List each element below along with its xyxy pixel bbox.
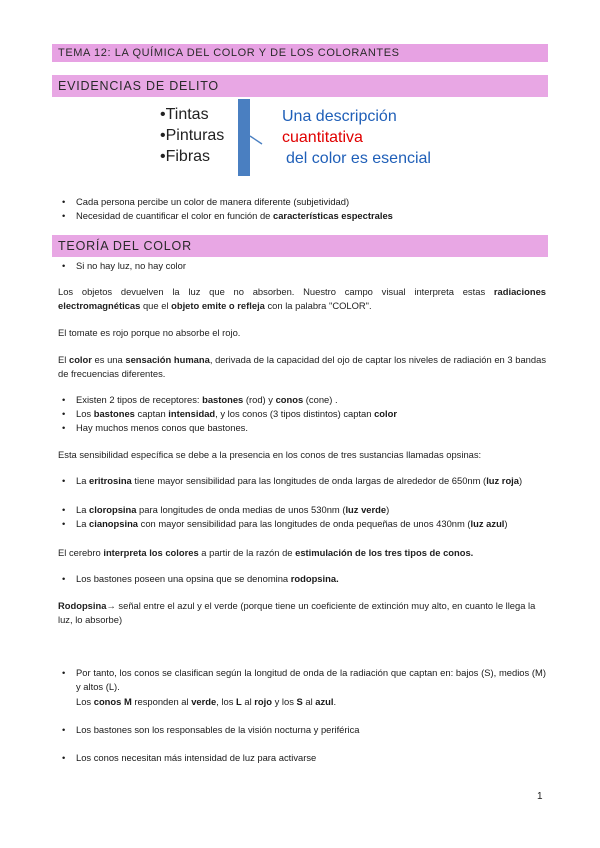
text-bold: rojo	[254, 695, 272, 707]
paragraph	[58, 353, 546, 382]
list-item: •Pinturas	[160, 127, 225, 144]
text-run: La	[76, 518, 90, 529]
description-line: del color es esencial	[286, 150, 431, 167]
text-run: Los	[76, 408, 94, 419]
evidence-type-list	[160, 104, 224, 167]
text-run: La	[76, 504, 90, 515]
graphic-description	[282, 106, 431, 169]
list-item: •Tintas	[160, 106, 209, 123]
text-bold: interpreta los colores	[103, 547, 199, 558]
paragraph	[58, 599, 546, 628]
text-run: responden al	[131, 695, 192, 707]
paragraph: El tomate es rojo porque no absorbe el rojo.	[58, 327, 241, 338]
paragraph: Esta sensibilidad específica se debe a la presencia en los conos de tres sustancias llamadas opsinas:	[58, 449, 482, 460]
text-run: El cerebro	[58, 547, 104, 558]
text-run: es una	[91, 354, 126, 365]
paragraph	[58, 546, 546, 560]
description-line: cuantitativa	[282, 129, 363, 146]
text-run: que el	[140, 300, 172, 312]
text-bold: azul	[315, 695, 334, 707]
text-run: , los	[216, 695, 237, 707]
text-run: con mayor sensibilidad para las longitudes de onda pequeñas de unos 430nm (	[138, 518, 471, 529]
text-bold: conos	[275, 394, 304, 405]
list-item-text: Si no hay luz, no hay color	[76, 260, 186, 271]
text-run: para longitudes de onda medias de unos 530nm (	[136, 504, 346, 515]
text-bold: bastones	[202, 394, 244, 405]
list-item-text: Los conos necesitan más intensidad de luz para activarse	[76, 752, 317, 763]
list-item-text: Necesidad de cuantificar el color en función de	[76, 210, 271, 221]
text-bold: Rodopsina	[58, 600, 107, 611]
section-heading-evidencias	[52, 75, 548, 97]
text-bold: intensidad	[168, 408, 216, 419]
text-run: con la palabra "COLOR".	[264, 300, 372, 312]
text-run: )	[386, 504, 390, 515]
document-title-bar	[52, 44, 548, 62]
text-bold: eritrosina	[89, 475, 132, 486]
text-bold: sensación humana	[125, 354, 210, 365]
list-item-bold: características espectrales	[273, 210, 393, 221]
list-item-text: Cada persona percibe un color de manera diferente (subjetividad)	[76, 196, 350, 207]
text-bold: luz azul	[470, 518, 505, 529]
text-run: Existen 2 tipos de receptores:	[76, 394, 203, 405]
text-bold: luz roja	[486, 475, 520, 486]
text-run: )	[504, 518, 508, 529]
text-run: La	[76, 475, 90, 486]
text-run: Por tanto, los conos se clasifican según la longitud de onda de la radiación que captan en: bajos (S), medios (M) y altos (L).	[76, 667, 546, 693]
section-heading-label: EVIDENCIAS DE DELITO	[58, 79, 219, 93]
text-run: Los bastones poseen una opsina que se denomina	[76, 573, 291, 584]
text-run: → señal entre el azul y el verde (porque tiene un coeficiente de extinción muy alto, en cuanto le llega la luz, lo absorbe)	[58, 600, 536, 626]
bracket-point-shape	[250, 132, 266, 148]
text-run: y los	[272, 695, 297, 707]
text-run: captan	[134, 408, 169, 419]
text-bold: estimulación de los tres tipos de conos.	[295, 547, 474, 558]
text-bold: verde	[191, 695, 217, 707]
text-bold: conos M	[93, 695, 132, 707]
text-run: El	[58, 354, 69, 365]
text-bold: objeto emite o refleja	[171, 300, 265, 312]
text-run: Los	[76, 695, 94, 707]
text-bold: cloropsina	[89, 504, 137, 515]
page-number: 1	[537, 791, 543, 802]
section-heading-teoria	[52, 235, 548, 257]
text-bold: rodopsina.	[290, 573, 339, 584]
description-line: Una descripción	[282, 108, 397, 125]
text-run: , derivada de la capacidad del ojo de captar los niveles de radiación en 3 bandas de frecuencias diferentes.	[58, 354, 547, 380]
text-bold: color	[374, 408, 398, 419]
list-item: •Fibras	[160, 148, 211, 165]
list-item-text: Los bastones son los responsables de la visión nocturna y periférica	[76, 724, 360, 735]
text-bold: luz verde	[345, 504, 387, 515]
text-run: tiene mayor sensibilidad para las longitudes de onda largas de alrededor de 650nm (	[131, 475, 487, 486]
paragraph	[58, 285, 546, 314]
text-bold: cianopsina	[89, 518, 139, 529]
text-run: .	[333, 695, 337, 707]
section-heading-label: TEORÍA DEL COLOR	[58, 239, 192, 253]
text-bold: L	[236, 695, 242, 707]
text-run: )	[519, 475, 523, 486]
text-run: Los objetos devuelven la luz que no absorben. Nuestro campo visual interpreta estas	[58, 286, 494, 297]
text-bold: radiaciones electromagnéticas	[58, 286, 546, 312]
text-run: al	[302, 695, 316, 707]
text-run: (rod) y	[243, 394, 276, 405]
text-bold: color	[68, 354, 92, 365]
document-title: TEMA 12: LA QUÍMICA DEL COLOR Y DE LOS COLORANTES	[58, 47, 400, 59]
text-bold: bastones	[93, 408, 135, 419]
text-run: a partir de la razón de	[198, 547, 296, 558]
document-page: TEMA 12: LA QUÍMICA DEL COLOR Y DE LOS COLORANTES EVIDENCIAS DE DELITO •Tintas •Pinturas •Fibras Una descripción cuantitativa del color es esencial • Cada persona percibe un color de manera diferente (subjetividad) • Necesidad de cuantificar el color en función de características espectrales TEORÍA DEL COLOR • Si no hay luz, no hay color Los objetos devuelven la luz que no absorben. Nuestro campo visual interpreta estas radiaciones electromagnéticas que el objeto emite o refleja con la palabra "COLOR". El tomate es rojo porque no absorbe el rojo. El color es una sensación humana, derivada de la capacidad del ojo de captar los niveles de radiación en 3 bandas de frecuencias diferentes. • Existen 2 tipos de receptores: bastones (rod) y conos (cone) . • Los bastones captan intensidad, y los conos (3 tipos distintos) captan color • Hay muchos menos conos que bastones. Esta sensibilidad específica se debe a la presencia en los conos de tres sustancias llamadas opsinas: • La eritrosina tiene mayor sensibilidad para las longitudes de onda largas de alrededor de 650nm (luz roja) • La cloropsina para longitudes de onda medias de unos 530nm (luz verde) • La cianopsina con mayor sensibilidad para las longitudes de onda pequeñas de unos 430nm (luz azul) El cerebro interpreta los colores a partir de la razón de estimulación de los tres tipos de conos. • Los bastones poseen una opsina que se denomina rodopsina. Rodopsina→ señal entre el azul y el verde (porque tiene un coeficiente de extinción muy alto, en cuanto le llega la luz, lo absorbe) • Por tanto, los conos se clasifican según la longitud de onda de la radiación que captan en: bajos (S), medios (M) y altos (L). Los conos M responden al verde, los L al rojo y los S al azul. • Los bastones son los responsables de la visión nocturna y periférica • Los conos necesitan más intensidad de luz para activarse 1	[0, 0, 600, 848]
text-bold: S	[296, 695, 303, 707]
list-item-text: Hay muchos menos conos que bastones.	[76, 422, 248, 433]
text-run: , y los conos (3 tipos distintos) captan	[215, 408, 375, 419]
text-run: (cone) .	[303, 394, 338, 405]
blue-bracket-shape	[238, 99, 250, 176]
text-run: al	[241, 695, 255, 707]
